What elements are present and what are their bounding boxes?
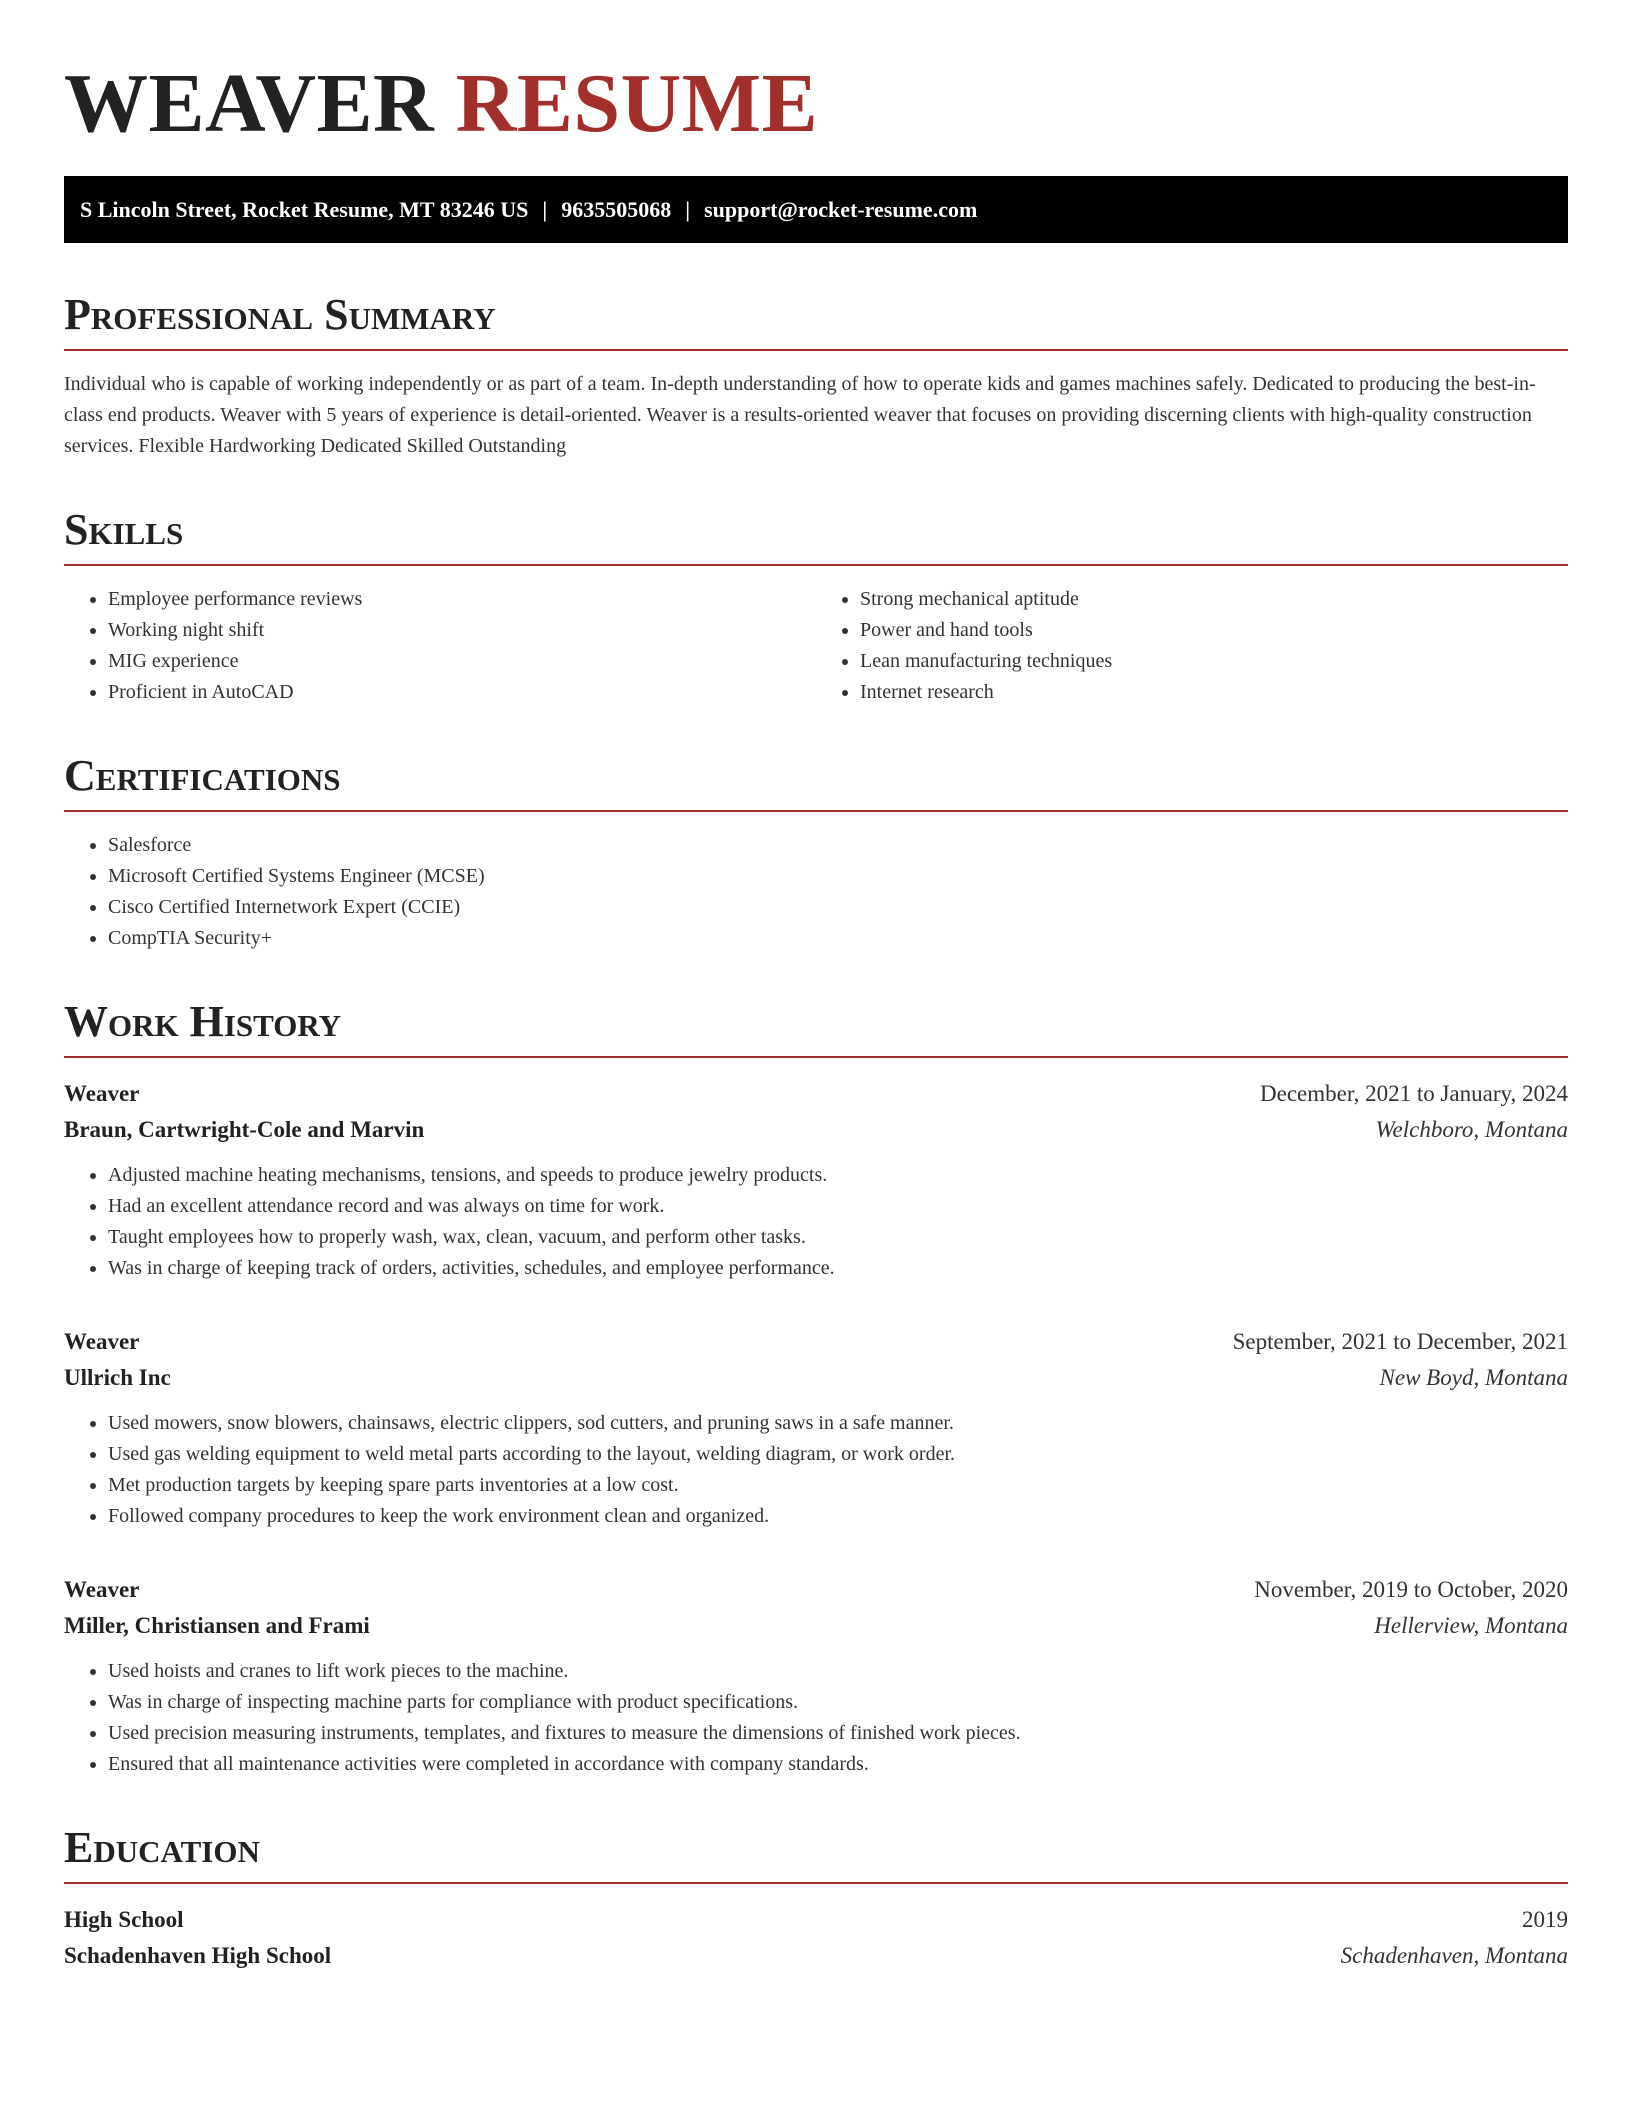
- job-duties: [64, 1656, 1568, 1780]
- job-duty: • Was in charge of keeping track of orders, activities, schedules, and employee performance.: [108, 1253, 1568, 1284]
- contact-phone: 9635505068: [561, 197, 672, 222]
- job-header-row: [64, 1572, 1568, 1608]
- job-title: Weaver: [64, 1329, 140, 1354]
- skill-item: • Strong mechanical aptitude: [860, 584, 1568, 615]
- certification-item: • Salesforce: [108, 830, 1568, 861]
- job-duty: • Used precision measuring instruments, templates, and fixtures to measure the dimensions of finished work pieces.: [108, 1718, 1568, 1749]
- certifications-list: [64, 830, 1568, 954]
- job-location: New Boyd, Montana: [1379, 1365, 1568, 1390]
- work-history-section: [64, 994, 1568, 1780]
- education-heading: Education: [64, 1823, 260, 1872]
- contact-address: S Lincoln Street, Rocket Resume, MT 83246 US: [80, 197, 529, 222]
- skill-item: • Proficient in AutoCAD: [108, 677, 816, 708]
- job-duty: • Met production targets by keeping spare parts inventories at a low cost.: [108, 1470, 1568, 1501]
- education-entry: [64, 1902, 1568, 1974]
- education-school-row: [64, 1938, 1568, 1974]
- last-name: RESUME: [455, 57, 819, 150]
- section-divider: [64, 1882, 1568, 1884]
- skill-item: • MIG experience: [108, 646, 816, 677]
- job-entry: [64, 1572, 1568, 1780]
- job-duty: • Used mowers, snow blowers, chainsaws, electric clippers, sod cutters, and pruning saws in a safe manner.: [108, 1408, 1568, 1439]
- job-dates: September, 2021 to December, 2021: [1232, 1329, 1568, 1354]
- skill-item: • Power and hand tools: [860, 615, 1568, 646]
- job-duty: • Ensured that all maintenance activities were completed in accordance with company standards.: [108, 1749, 1568, 1780]
- certifications-section: [64, 748, 1568, 954]
- summary-section: [64, 287, 1568, 462]
- skill-item: • Lean manufacturing techniques: [860, 646, 1568, 677]
- education-year: 2019: [1522, 1907, 1568, 1932]
- job-company: Braun, Cartwright-Cole and Marvin: [64, 1117, 425, 1142]
- job-title: Weaver: [64, 1081, 140, 1106]
- summary-heading: Professional Summary: [64, 290, 496, 339]
- certification-item: • CompTIA Security+: [108, 923, 1568, 954]
- job-header-row: [64, 1324, 1568, 1360]
- certifications-heading: Certifications: [64, 751, 341, 800]
- skill-item: • Working night shift: [108, 615, 816, 646]
- skills-heading: Skills: [64, 505, 184, 554]
- section-divider: [64, 810, 1568, 812]
- first-name: WEAVER: [64, 57, 435, 150]
- section-divider: [64, 349, 1568, 351]
- summary-text: Individual who is capable of working independently or as part of a team. In-depth understanding of how to operate kids and games machines safely. Dedicated to producing the best-in-class end products. Weaver with 5 years of experience is detail-oriented. Weaver is a results-oriented weaver that focuses on providing discerning clients with high-quality construction services. Flexible Hardworking Dedicated Skilled Outstanding: [64, 373, 1536, 457]
- job-duty: • Used hoists and cranes to lift work pieces to the machine.: [108, 1656, 1568, 1687]
- job-duties: [64, 1160, 1568, 1284]
- job-header-row: [64, 1076, 1568, 1112]
- section-divider: [64, 1056, 1568, 1058]
- contact-bar: [64, 176, 1568, 243]
- job-entry: [64, 1324, 1568, 1532]
- skill-item: • Internet research: [860, 677, 1568, 708]
- job-duty: • Was in charge of inspecting machine parts for compliance with product specifications.: [108, 1687, 1568, 1718]
- job-company-row: [64, 1608, 1568, 1644]
- job-duty: • Adjusted machine heating mechanisms, tensions, and speeds to produce jewelry products.: [108, 1160, 1568, 1191]
- job-entry: [64, 1076, 1568, 1284]
- contact-separator: |: [542, 197, 548, 222]
- job-company-row: [64, 1360, 1568, 1396]
- skills-list-left: [64, 584, 816, 708]
- job-location: Welchboro, Montana: [1375, 1117, 1568, 1142]
- job-company: Ullrich Inc: [64, 1365, 171, 1390]
- skills-section: [64, 502, 1568, 708]
- skill-item: • Employee performance reviews: [108, 584, 816, 615]
- job-company-row: [64, 1112, 1568, 1148]
- work-history-heading: Work History: [64, 997, 342, 1046]
- job-dates: November, 2019 to October, 2020: [1254, 1577, 1568, 1602]
- resume-name: [64, 56, 1568, 152]
- job-duty: • Followed company procedures to keep the work environment clean and organized.: [108, 1501, 1568, 1532]
- job-duty: • Used gas welding equipment to weld metal parts according to the layout, welding diagram, or work order.: [108, 1439, 1568, 1470]
- contact-email: support@rocket-resume.com: [704, 197, 978, 222]
- education-location: Schadenhaven, Montana: [1340, 1943, 1568, 1968]
- skills-list-right: [816, 584, 1568, 708]
- job-title: Weaver: [64, 1577, 140, 1602]
- job-duty: • Had an excellent attendance record and was always on time for work.: [108, 1191, 1568, 1222]
- certification-item: • Microsoft Certified Systems Engineer (MCSE): [108, 861, 1568, 892]
- education-header-row: [64, 1902, 1568, 1938]
- job-duty: • Taught employees how to properly wash, wax, clean, vacuum, and perform other tasks.: [108, 1222, 1568, 1253]
- job-dates: December, 2021 to January, 2024: [1260, 1081, 1568, 1106]
- skills-grid: [64, 584, 1568, 708]
- education-school: Schadenhaven High School: [64, 1943, 332, 1968]
- job-duties: [64, 1408, 1568, 1532]
- section-divider: [64, 564, 1568, 566]
- job-company: Miller, Christiansen and Frami: [64, 1613, 370, 1638]
- education-section: [64, 1820, 1568, 1974]
- contact-separator: |: [685, 197, 691, 222]
- certification-item: • Cisco Certified Internetwork Expert (CCIE): [108, 892, 1568, 923]
- education-degree: High School: [64, 1907, 184, 1932]
- job-location: Hellerview, Montana: [1374, 1613, 1568, 1638]
